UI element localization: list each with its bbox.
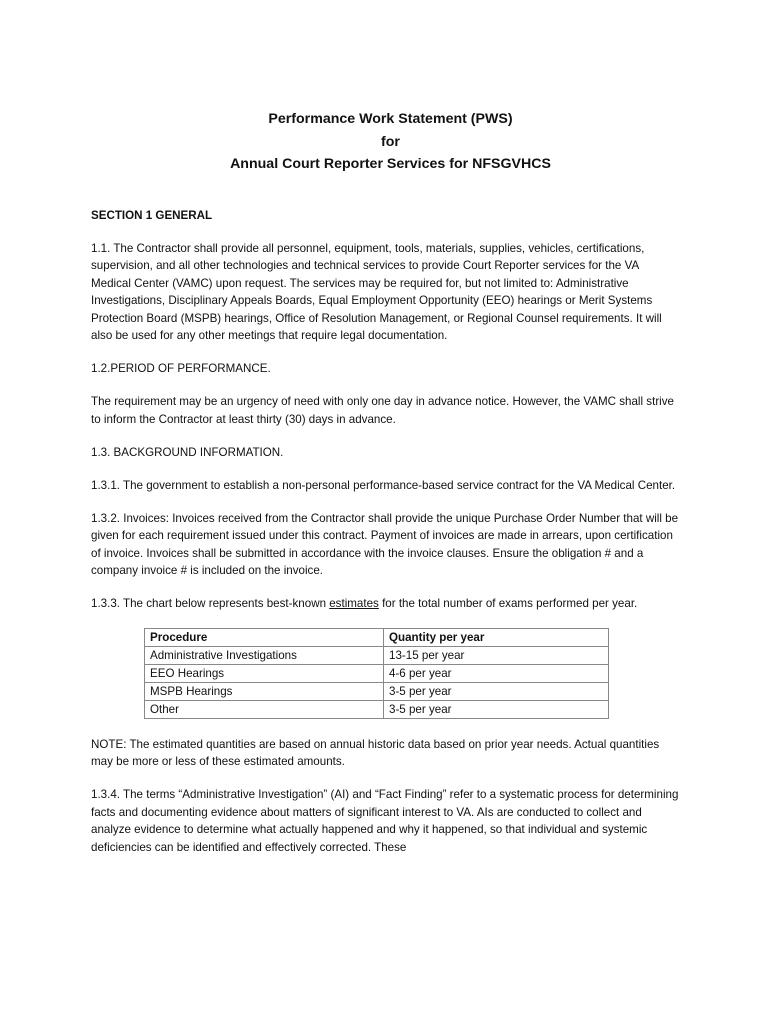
cell-quantity: 3-5 per year [384, 682, 609, 700]
paragraph-1-3-heading: 1.3. BACKGROUND INFORMATION. [91, 445, 284, 459]
paragraph-1-3-4: 1.3.4. The terms “Administrative Investigation” (AI) and “Fact Finding” refer to a systematic process for determining facts and documenting evidence about matters of significant interest to VA. AIs are conducted to collect and analyze evidence to determine what actually happened and why it happened, so that individual and systemic deficiencies can be identified and effectively corrected. These [91, 788, 679, 854]
paragraph-1-3-1: 1.3.1. The government to establish a non-personal performance-based service contract for the VA Medical Center. [91, 478, 676, 492]
paragraph-1-1: 1.1. The Contractor shall provide all personnel, equipment, tools, materials, supplies, vehicles, certifications, supervision, and all other technologies and technical services to provide Court Reporter services for the VA Medical Center (VAMC) upon request. The services may be required for, but not limited to: Administrative Investigations, Disciplinary Appeals Boards, Equal Employment Opportunity (EEO) hearings or Merit Systems Protection Board (MSPB) hearings, Office of Resolution Management, or Regional Counsel requirements. It will also be used for any other meetings that require legal documentation. [91, 241, 662, 342]
estimates-underlined: estimates [329, 597, 379, 610]
cell-procedure: Administrative Investigations [145, 646, 384, 664]
header-procedure: Procedure [145, 628, 384, 646]
table-row [145, 682, 609, 700]
paragraph-1-2-text: The requirement may be an urgency of need with only one day in advance notice. However, the VAMC shall strive to inform the Contractor at least thirty (30) days in advance. [91, 395, 675, 426]
paragraph-1-3-2: 1.3.2. Invoices: Invoices received from the Contractor shall provide the unique Purchase Order Number that will be given for each requirement issued under this contract. Payment of invoices are made in arrears, upon certification of invoice. Invoices shall be submitted in accordance with the invoice clauses. Ensure the obligation # and a company invoice # is included on the invoice. [91, 511, 679, 577]
table-header-row [145, 628, 609, 646]
note-paragraph: NOTE: The estimated quantities are based on annual historic data based on prior year needs. Actual quantities may be more or less of these estimated amounts. [91, 737, 660, 768]
cell-quantity: 13-15 per year [384, 646, 609, 664]
cell-procedure: MSPB Hearings [145, 682, 384, 700]
section-1-heading: SECTION 1 GENERAL [91, 208, 213, 222]
paragraph-1-3-3-after: for the total number of exams performed per year. [378, 597, 638, 610]
table-row [145, 646, 609, 664]
header-quantity: Quantity per year [384, 628, 609, 646]
estimates-table [144, 628, 609, 719]
cell-quantity: 4-6 per year [384, 664, 609, 682]
cell-quantity: 3-5 per year [384, 700, 609, 718]
title-line-2: for [381, 133, 400, 150]
paragraph-1-2-heading: 1.2.PERIOD OF PERFORMANCE. [91, 362, 271, 375]
table-row [145, 700, 609, 718]
paragraph-1-3-3 [91, 595, 680, 613]
title-line-1: Performance Work Statement (PWS) [268, 111, 513, 127]
cell-procedure: Other [145, 700, 384, 718]
document-title [101, 108, 680, 176]
table-row [145, 664, 609, 682]
cell-procedure: EEO Hearings [145, 664, 384, 682]
title-line-3: Annual Court Reporter Services for NFSGVHCS [230, 156, 551, 172]
paragraph-1-3-3-before: 1.3.3. The chart below represents best-known [91, 597, 330, 610]
